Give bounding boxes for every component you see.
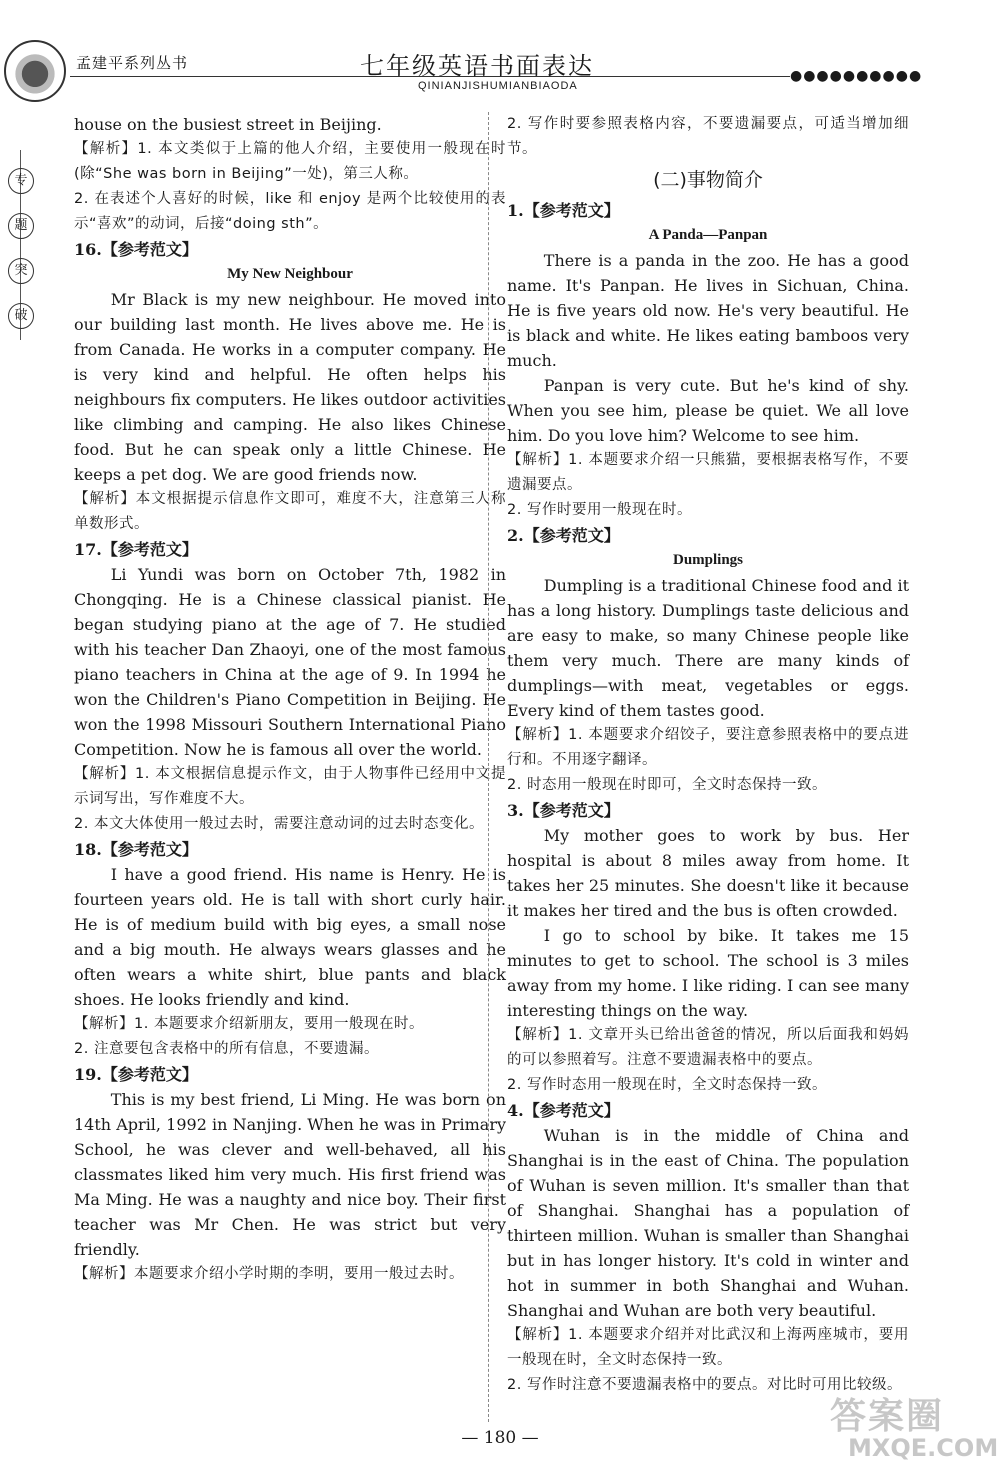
exercise-heading: 18.【参考范文】 <box>74 840 198 859</box>
analysis-note: 2. 时态用一般现在时即可，全文时态保持一致。 <box>507 777 827 793</box>
analysis-note: 2. 写作时要参照表格内容，不要遗漏要点，可适当增加细节。 <box>507 116 909 157</box>
watermark-logo <box>800 1388 1000 1466</box>
exercise-heading: 3.【参考范文】 <box>507 801 620 820</box>
page-header <box>0 0 1000 110</box>
exercise-heading: 2.【参考范文】 <box>507 526 620 545</box>
exercise-heading: 16.【参考范文】 <box>74 240 198 259</box>
analysis-note: 2. 注意要包含表格中的所有信息，不要遗漏。 <box>74 1041 379 1057</box>
essay-paragraph: This is my best friend, Li Ming. He was born on 14th April, 1992 in Nanjing. When he was in Primary School, he was clever and well-behaved, all his classmates liked him very much. His first friend was Ma Ming. He was a naughty and nice boy. Their first teacher was Mr Chen. He was strict but very friendly. <box>74 1090 506 1259</box>
series-logo <box>4 40 66 102</box>
side-tabs <box>8 168 38 348</box>
essay-paragraph: I have a good friend. His name is Henry. He is fourteen years old. He is tall with short curly hair. He is of medium build with big eyes, a small nose and a big mouth. He always wears glasses and he often wears a white shirt, blue pants and black shoes. He looks friendly and kind. <box>74 865 506 1009</box>
analysis-note: 2. 写作时态用一般现在时，全文时态保持一致。 <box>507 1077 827 1093</box>
watermark-text: 答案圈 <box>830 1396 945 1437</box>
analysis-note: 【解析】1. 本题要求介绍并对比武汉和上海两座城市，要用一般现在时，全文时态保持一致。 <box>507 1327 909 1368</box>
analysis-note: 【解析】1. 本文根据信息提示作文，由于人物事件已经用中文提示词写出，写作难度不大。 <box>74 766 506 807</box>
essay-paragraph: Wuhan is in the middle of China and Shanghai is in the east of China. The population of Wuhan is seven million. It's smaller than that of Shanghai. Shanghai has a population of thirteen million. Wuhan is smaller than Shanghai but in has longer history. It's cold in winter and hot in summer in both Shanghai and Wuhan. Shanghai and Wuhan are both very beautiful. <box>507 1126 909 1320</box>
left-column <box>74 112 506 1287</box>
essay-paragraph: My mother goes to work by bus. Her hospital is about 8 miles away from home. It takes her 25 minutes. She doesn't like it because it makes her tired and the bus is often crowded. <box>507 826 909 920</box>
series-name: 孟建平系列丛书 <box>76 54 189 72</box>
analysis-note: 2. 写作时注意不要遗漏表格中的要点。对比时可用比较级。 <box>507 1377 902 1393</box>
exercise-heading: 1.【参考范文】 <box>507 201 620 220</box>
essay-title: My New Neighbour <box>227 266 353 282</box>
book-title-pinyin: QINIANJISHUMIANBIAODA <box>418 80 578 92</box>
analysis-note: 【解析】本文根据提示信息作文即可，难度不大，注意第三人称单数形式。 <box>74 491 506 532</box>
essay-paragraph: Li Yundi was born on October 7th, 1982 in Chongqing. He is a Chinese classical pianist. He began studying piano at the age of 7. He studied with his teacher Dan Zhaoyi, one of the most famous piano teachers in China at the age of 9. In 1994 he won the Children's Piano Competition in Beijing. He won the 1998 Missouri Southern International Piano Competition. Now he is famous all over the world. <box>74 565 506 759</box>
essay-title: A Panda—Panpan <box>648 227 768 243</box>
side-tab-3: 突 <box>8 258 34 284</box>
analysis-note: 【解析】1. 本题要求介绍饺子，要注意参照表格中的要点进行和。不用逐字翻译。 <box>507 727 909 768</box>
watermark-url: MXQE.COM <box>848 1434 999 1462</box>
paragraph: house on the busiest street in Beijing. <box>74 115 382 134</box>
analysis-note: 2. 写作时要用一般现在时。 <box>507 502 692 518</box>
analysis-note: 【解析】1. 本题要求介绍新朋友，要用一般现在时。 <box>74 1016 424 1032</box>
exercise-heading: 17.【参考范文】 <box>74 540 198 559</box>
exercise-heading: 4.【参考范文】 <box>507 1101 620 1120</box>
essay-paragraph: Dumpling is a traditional Chinese food and it has a long history. Dumplings taste delicious and are easy to make, so many Chinese people like them very much. There are many kinds of dumplings—with meat, vegetables or eggs. Every kind of them tastes good. <box>507 576 909 720</box>
analysis-note: 【解析】本题要求介绍小学时期的李明，要用一般过去时。 <box>74 1266 464 1282</box>
column-divider <box>488 112 489 1422</box>
header-dots: ●●●●●●●●●● <box>790 68 923 84</box>
essay-paragraph: There is a panda in the zoo. He has a good name. It's Panpan. He lives in Sichuan, China. He is five years old now. He's very beautiful. He is black and white. He likes eating bamboos very much. <box>507 251 909 370</box>
side-tab-1: 专 <box>8 168 34 194</box>
essay-paragraph: I go to school by bike. It takes me 15 minutes to get to school. The school is 3 miles away from my home. I like riding. I can see many interesting things on the way. <box>507 926 909 1020</box>
side-tab-4: 破 <box>8 303 34 329</box>
essay-paragraph: Mr Black is my new neighbour. He moved into our building last month. He lives above me. He is from Canada. He works in a computer company. He is very kind and helpful. He often helps his neighbours fix computers. He likes outdoor activities like climbing and camping. He also likes Chinese food. But he can speak only a little Chinese. He keeps a pet dog. We are good friends now. <box>74 290 506 484</box>
book-title: 七年级英语书面表达 <box>360 52 594 80</box>
section-heading: (二)事物简介 <box>653 169 763 191</box>
analysis-note: 【解析】1. 文章开头已给出爸爸的情况，所以后面我和妈妈的可以参照着写。注意不要遗漏表格中的要点。 <box>507 1027 909 1068</box>
analysis-note: 【解析】1. 本题要求介绍一只熊猫，要根据表格写作，不要遗漏要点。 <box>507 452 909 493</box>
page-number: — 180 — <box>461 1428 539 1448</box>
analysis-note: 【解析】1. 本文类似于上篇的他人介绍，主要使用一般现在时(除“She was born in Beijing”一处)，第三人称。 <box>74 141 506 182</box>
essay-paragraph: Panpan is very cute. But he's kind of shy. When you see him, please be quiet. We all love him. Do you love him? Welcome to see him. <box>507 376 909 445</box>
exercise-heading: 19.【参考范文】 <box>74 1065 198 1084</box>
analysis-note: 2. 本文大体使用一般过去时，需要注意动词的过去时态变化。 <box>74 816 484 832</box>
side-tab-2: 题 <box>8 213 34 239</box>
essay-title: Dumplings <box>672 552 744 568</box>
right-column <box>507 112 909 1398</box>
analysis-note: 2. 在表述个人喜好的时候，like 和 enjoy 是两个比较使用的表示“喜欢”的动词，后接“doing sth”。 <box>74 191 506 232</box>
